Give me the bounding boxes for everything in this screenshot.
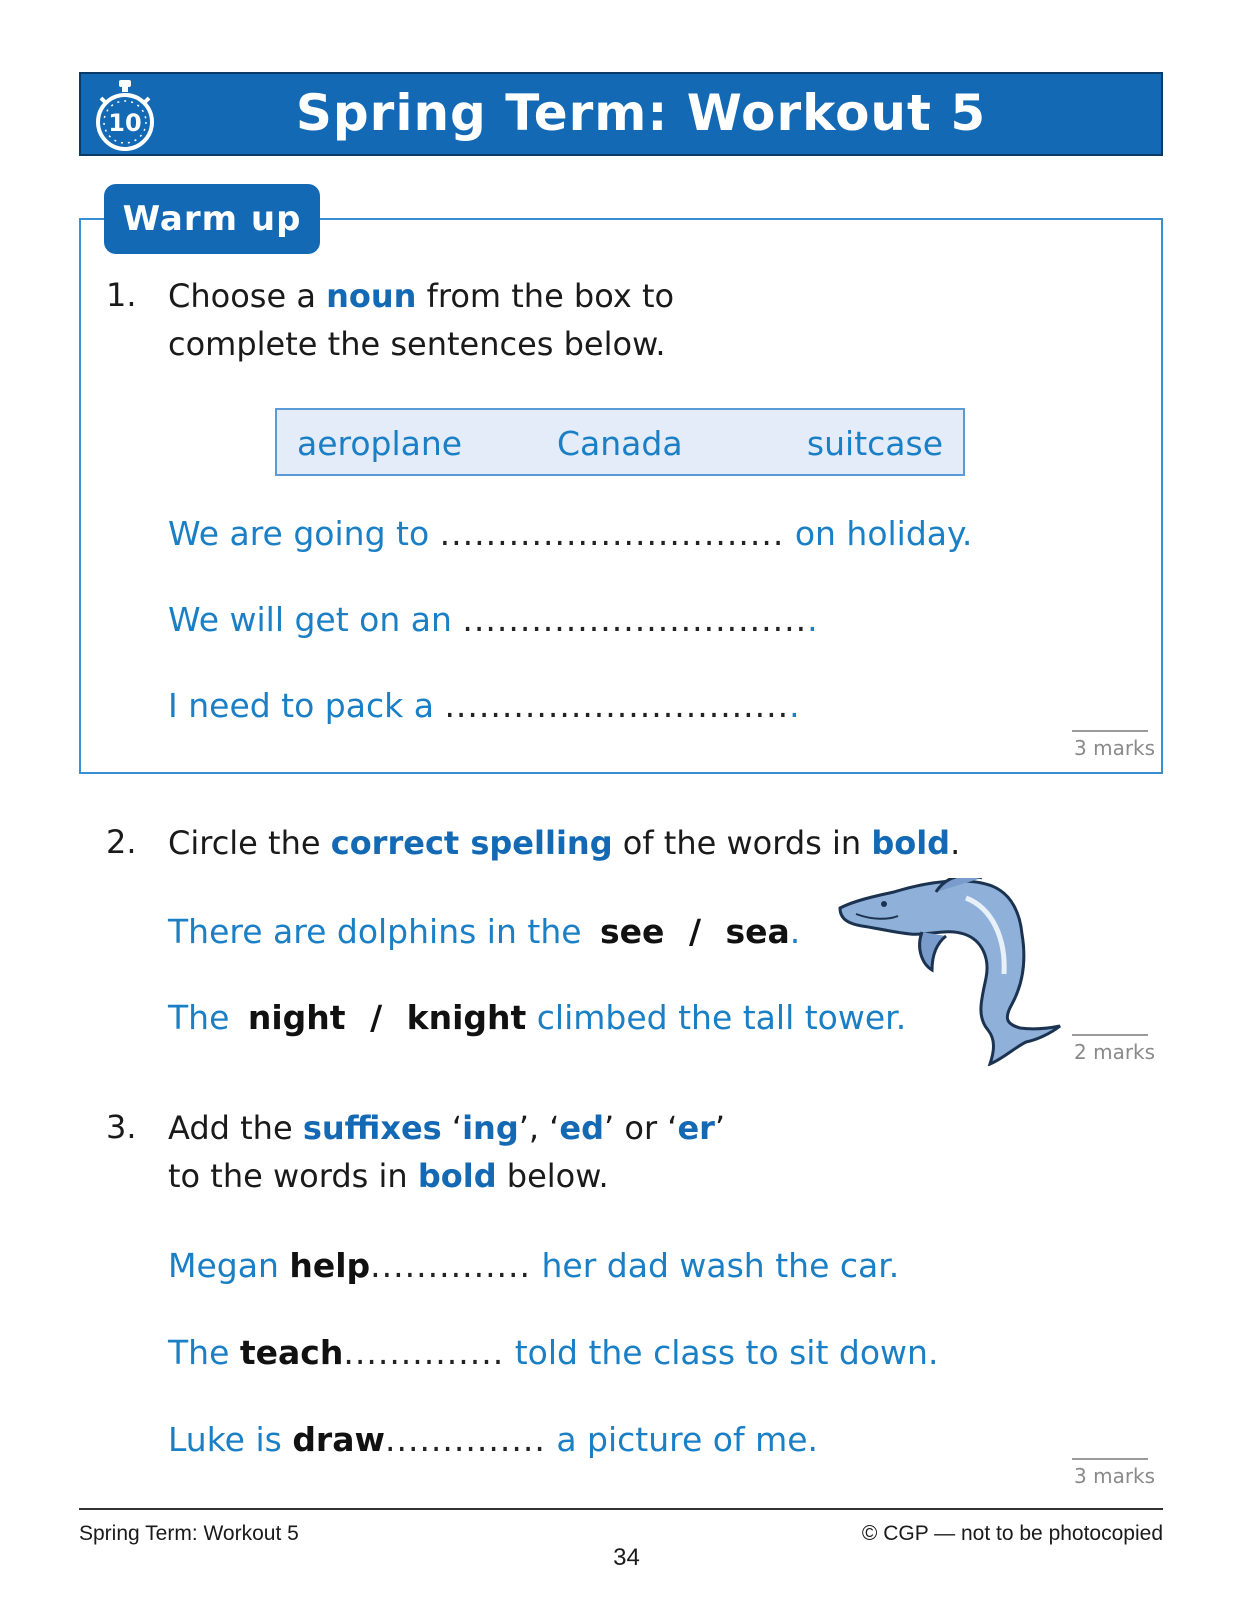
timer-label: 10 [108, 109, 142, 137]
marks-divider [1072, 1034, 1148, 1036]
word-option: Canada [557, 424, 683, 463]
word-box [275, 408, 965, 476]
answer-blank[interactable]: .............. [343, 1333, 505, 1372]
q3-sentence-2 [168, 1333, 938, 1372]
sentence-text: The [168, 1333, 240, 1372]
question-number-2: 2. [106, 823, 137, 861]
sentence-text: The [168, 998, 240, 1037]
root-word: help [289, 1246, 371, 1285]
footer-rule [79, 1508, 1163, 1510]
option-separator: / [370, 998, 383, 1037]
sentence-text: climbed the tall tower. [526, 998, 907, 1037]
sentence-text: a picture of me. [545, 1420, 819, 1459]
answer-blank[interactable]: .............. [384, 1420, 546, 1459]
keyword-er: er [677, 1109, 715, 1147]
footer-title: Spring Term: Workout 5 [79, 1522, 299, 1545]
question-number-1: 1. [106, 276, 137, 314]
question-number-3: 3. [106, 1108, 137, 1146]
q2-sentence-1 [168, 912, 800, 951]
q2-text-part: of the words in [612, 824, 872, 862]
page-number: 34 [613, 1544, 640, 1571]
marks-divider [1072, 1458, 1148, 1460]
q3-text-part: ’ [714, 1109, 726, 1147]
root-word: teach [239, 1333, 344, 1372]
sentence-text: her dad wash the car. [531, 1246, 900, 1285]
keyword-ing: ing [462, 1109, 519, 1147]
sentence-text: There are dolphins in the [168, 912, 593, 951]
question-2-text [168, 819, 960, 867]
question-3-text [168, 1104, 725, 1200]
spelling-option[interactable]: knight [406, 998, 527, 1037]
option-separator: / [688, 912, 701, 951]
q1-sentence-1 [168, 514, 972, 553]
keyword-bold: bold [871, 824, 951, 862]
sentence-text: . [789, 686, 800, 725]
q3-text-part: Add the [168, 1109, 303, 1147]
marks-label: 2 marks [1074, 1040, 1156, 1064]
word-option: aeroplane [297, 424, 463, 463]
q2-text-part: . [950, 824, 961, 862]
marks-label: 3 marks [1074, 736, 1156, 760]
q3-sentence-1 [168, 1246, 899, 1285]
q3-text-part: ’, ‘ [518, 1109, 560, 1147]
answer-blank[interactable]: .............................. [439, 514, 785, 553]
title-bar [79, 72, 1163, 156]
sentence-text: on holiday. [784, 514, 973, 553]
copyright-notice: © CGP — not to be photocopied [861, 1522, 1163, 1545]
marks-divider [1072, 730, 1148, 732]
q3-text-part: to the words in [168, 1157, 418, 1195]
keyword-suffixes: suffixes [302, 1109, 442, 1147]
q3-sentence-3 [168, 1420, 818, 1459]
sentence-text: Luke is [168, 1420, 293, 1459]
sentence-text: . [789, 912, 801, 951]
sentence-text: Megan [168, 1246, 290, 1285]
q3-text-part: below. [496, 1157, 609, 1195]
page-title: Spring Term: Workout 5 [295, 84, 987, 142]
keyword-correct-spelling: correct spelling [330, 824, 613, 862]
q3-text-part: ’ or ‘ [604, 1109, 678, 1147]
word-option: suitcase [806, 424, 943, 463]
answer-blank[interactable]: .............................. [444, 686, 790, 725]
keyword-ed: ed [559, 1109, 605, 1147]
q2-text-part: Circle the [168, 824, 331, 862]
spelling-option[interactable]: night [247, 998, 346, 1037]
question-1-text [168, 272, 674, 368]
q1-text-line2: complete the sentences below. [168, 325, 666, 363]
dolphin-illustration [836, 878, 1064, 1066]
sentence-text: . [807, 600, 818, 639]
keyword-bold: bold [417, 1157, 497, 1195]
q2-sentence-2 [168, 998, 906, 1037]
q1-text-part: Choose a [168, 277, 327, 315]
spelling-option[interactable]: see [600, 912, 665, 951]
keyword-noun: noun [326, 277, 417, 315]
sentence-text: I need to pack a [168, 686, 445, 725]
q1-sentence-3 [168, 686, 800, 725]
spelling-option[interactable]: sea [725, 912, 790, 951]
marks-label: 3 marks [1074, 1464, 1156, 1488]
q3-text-part: ‘ [441, 1109, 463, 1147]
answer-blank[interactable]: .............................. [462, 600, 808, 639]
answer-blank[interactable]: .............. [370, 1246, 532, 1285]
warmup-tab: Warm up [104, 184, 320, 254]
q1-text-part: from the box to [416, 277, 675, 315]
sentence-text: told the class to sit down. [504, 1333, 939, 1372]
root-word: draw [292, 1420, 385, 1459]
q1-sentence-2 [168, 600, 818, 639]
sentence-text: We will get on an [168, 600, 463, 639]
sentence-text: We are going to [168, 514, 440, 553]
